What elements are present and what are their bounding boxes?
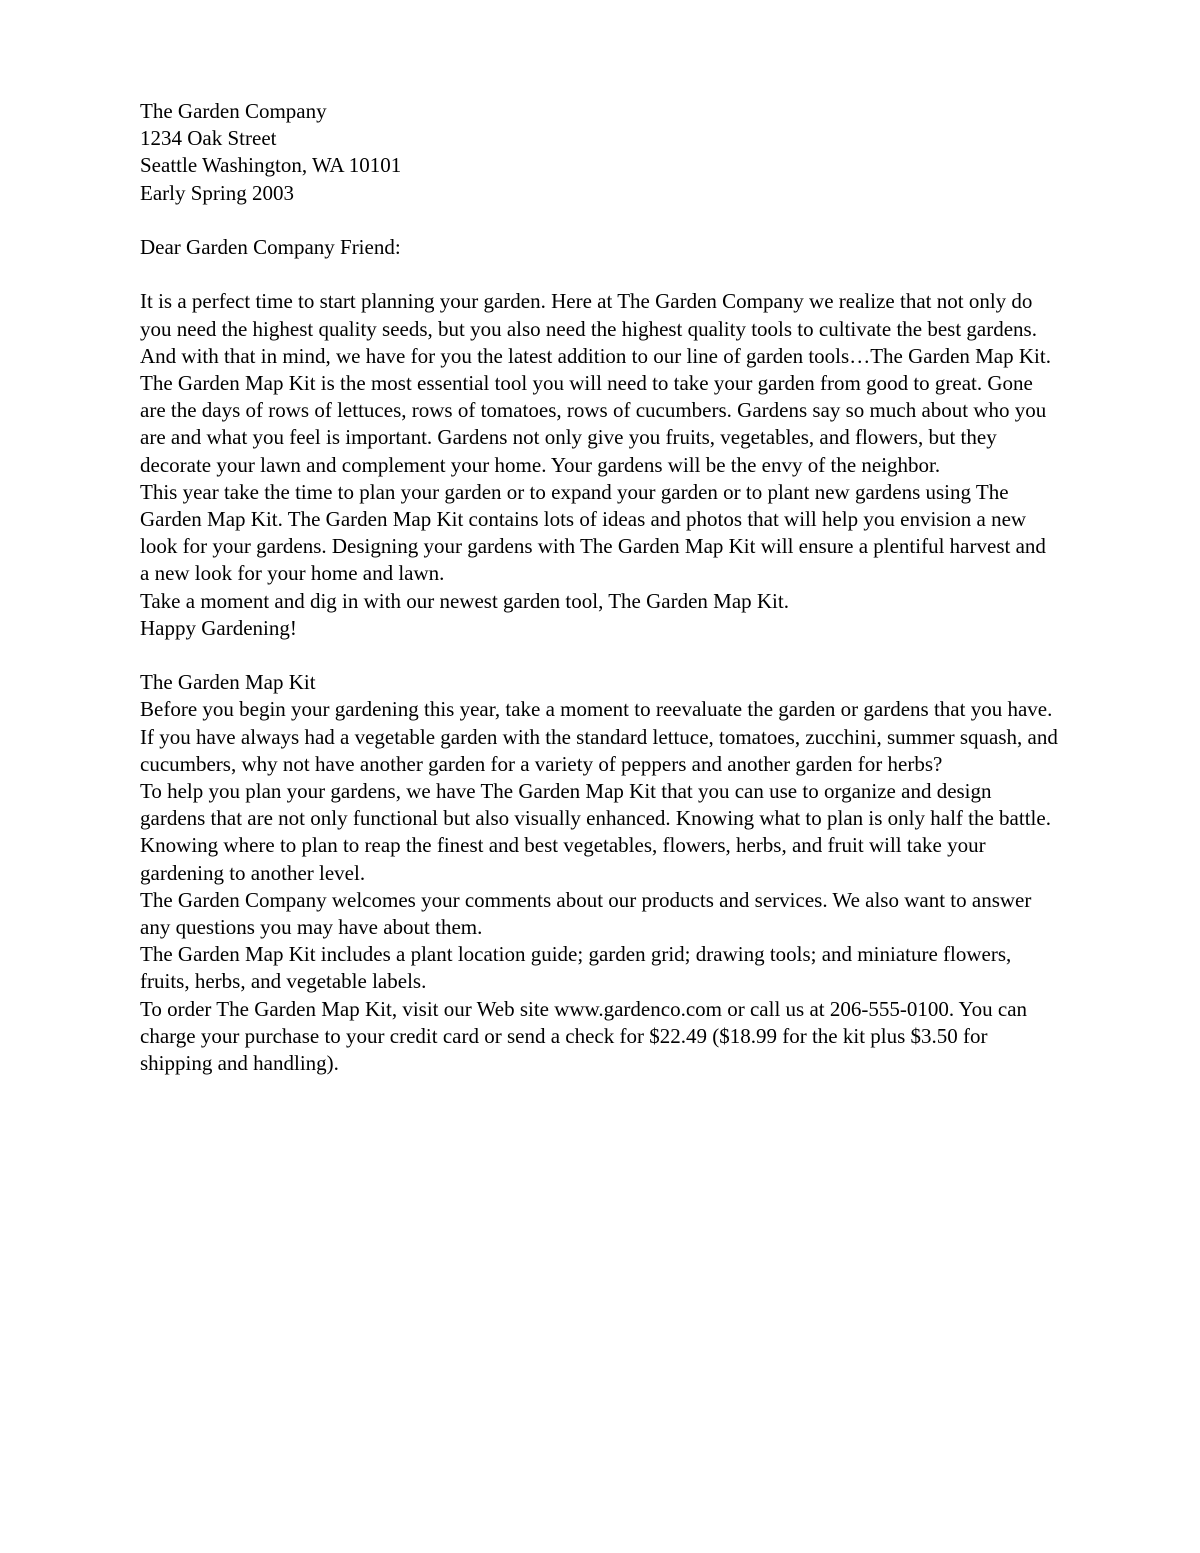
paragraph: The Garden Map Kit is the most essential tool you will need to take your garden from good to great. Gone are the days of rows of lettuces, rows of tomatoes, rows of cucumbers. Gardens say so much about who you are and what you feel is important. Gardens not only give you fruits, vegetables, and flowers, but they decorate your lawn and complement your home. Your gardens will be the envy of the neighbor.	[140, 371, 1047, 477]
company-name: The Garden Company	[140, 99, 327, 123]
paragraph: The Garden Map Kit includes a plant location guide; garden grid; drawing tools; and miniature flowers, fruits, herbs, and vegetable labels.	[140, 942, 1012, 994]
section-title: The Garden Map Kit	[140, 670, 316, 695]
salutation: Dear Garden Company Friend:	[140, 235, 401, 259]
spacer	[140, 261, 1060, 288]
paragraph: This year take the time to plan your garden or to expand your garden or to plant new gardens using The Garden Map Kit. The Garden Map Kit contains lots of ideas and photos that will help you envision a new look for your gardens. Designing your gardens with The Garden Map Kit will ensure a plentiful harvest and a new look for your home and lawn.	[140, 479, 1046, 586]
paragraph: It is a perfect time to start planning your garden. Here at The Garden Company we realize that not only do you need the highest quality seeds, but you also need the highest quality tools to cultivate the best gardens. And with that in mind, we have for you the latest addition to our line of garden tools…The Garden Map Kit.	[140, 289, 1051, 368]
paragraph: To help you plan your gardens, we have The Garden Map Kit that you can use to organize and design gardens that are not only functional but also visually enhanced. Knowing what to plan is only half the battle. Knowing where to plan to reap the finest and best vegetables, flowers, herbs, and fruit will take your gardening to another level.	[140, 779, 1051, 885]
letter-date: Early Spring 2003	[140, 180, 294, 205]
city-state-zip: Seattle Washington, WA 10101	[140, 153, 402, 178]
paragraph: Before you begin your gardening this year, take a moment to reevaluate the garden or gardens that you have. If you have always had a vegetable garden with the standard lettuce, tomatoes, zucchini, summer squash, and cucumbers, why not have another garden for a variety of peppers and another garden for herbs?	[140, 697, 1058, 776]
paragraph: Take a moment and dig in with our newest garden tool, The Garden Map Kit.	[140, 588, 789, 613]
paragraph: The Garden Company welcomes your comments about our products and services. We also want to answer any questions you may have about them.	[140, 887, 1032, 940]
spacer	[140, 642, 1060, 669]
street-address: 1234 Oak Street	[140, 126, 277, 151]
paragraph: To order The Garden Map Kit, visit our Web site www.gardenco.com or call us at 206-555-0100. You can charge your purchase to your credit card or send a check for $22.49 ($18.99 for the kit plus $3.50 for shipping and handling).	[140, 996, 1028, 1076]
letter-paragraphs	[140, 288, 1060, 642]
spacer	[140, 207, 1060, 234]
sender-address	[140, 98, 1060, 207]
section-paragraphs	[140, 696, 1060, 1077]
letter-body	[140, 98, 1060, 1077]
closing: Happy Gardening!	[140, 615, 297, 640]
